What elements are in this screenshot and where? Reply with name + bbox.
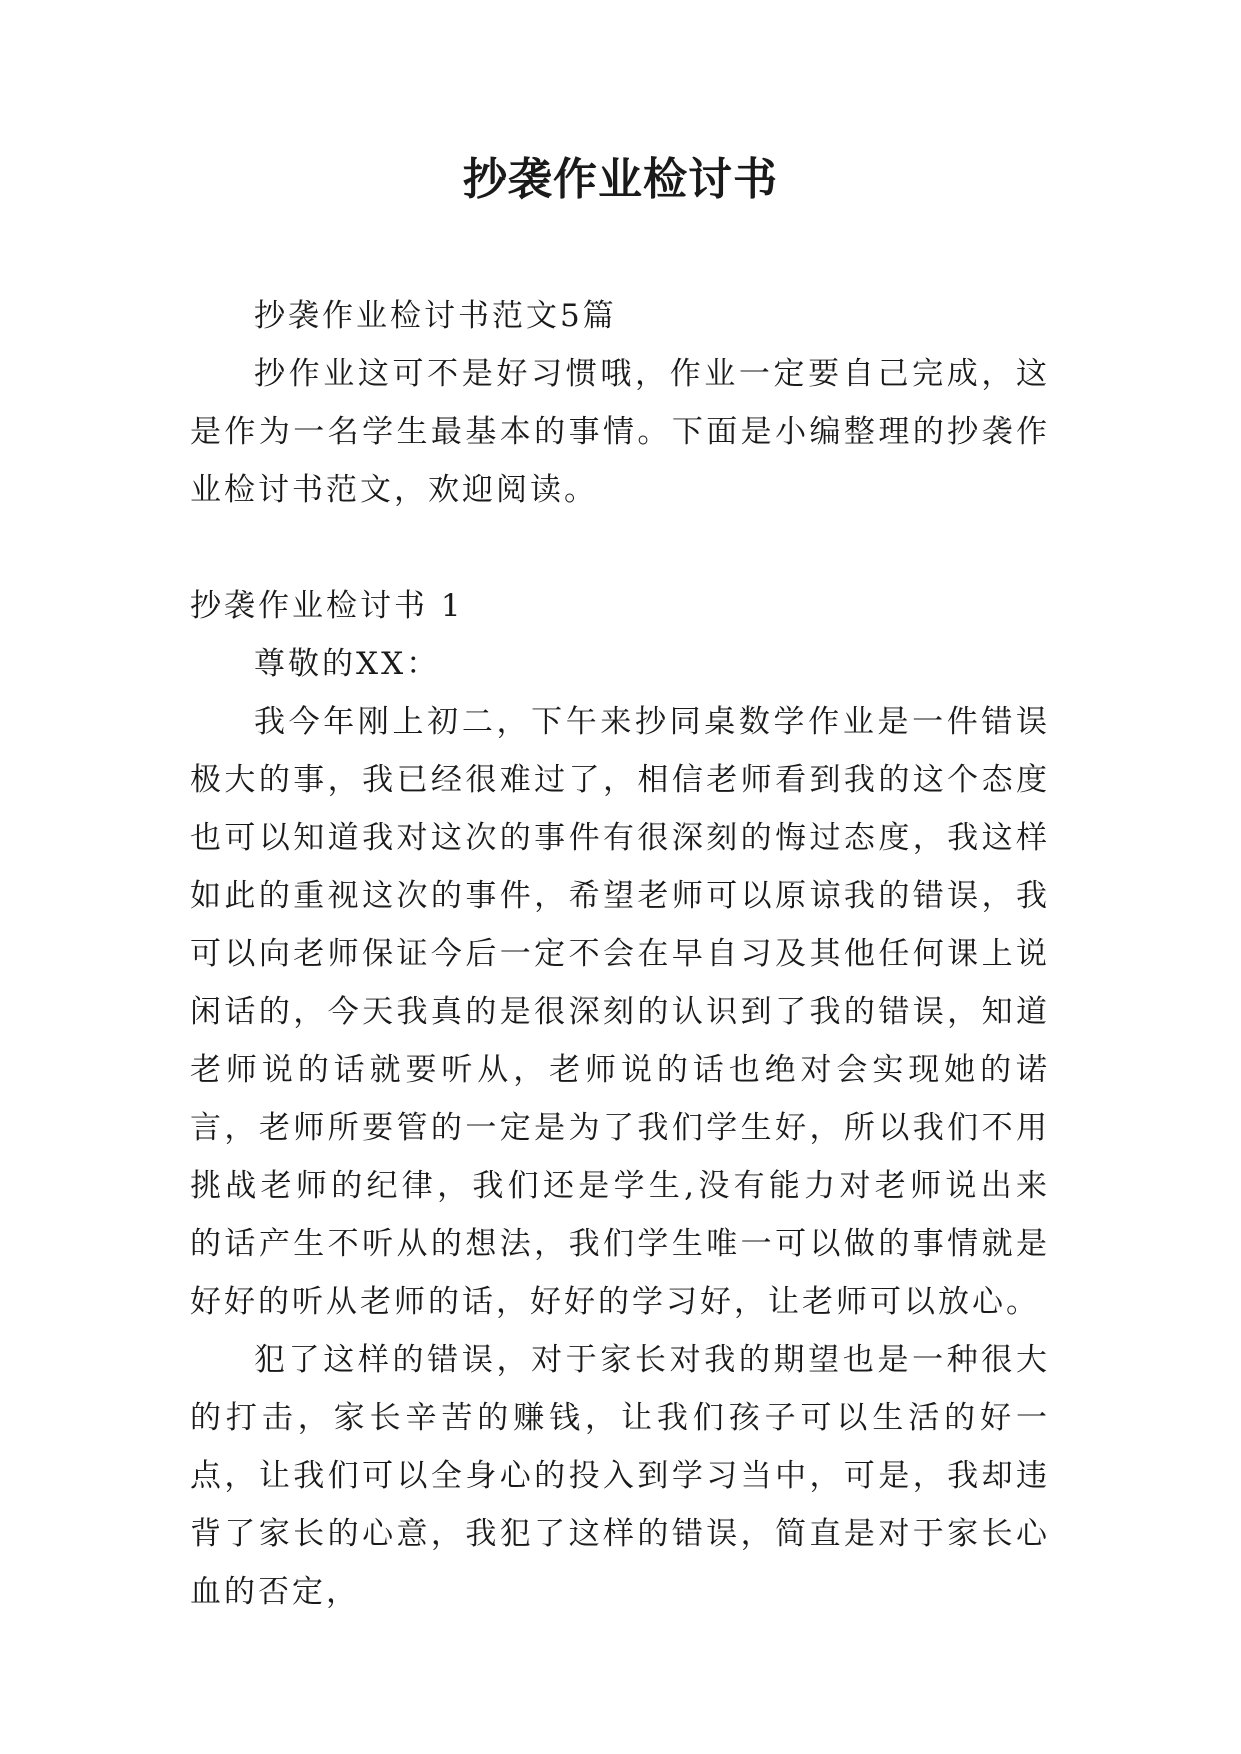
intro-paragraph: 抄作业这可不是好习惯哦，作业一定要自己完成，这是作为一名学生最基本的事情。下面是小编整理的抄袭作业检讨书范文，欢迎阅读。 xyxy=(190,356,1050,508)
subtitle: 抄袭作业检讨书范文5篇 xyxy=(254,298,617,334)
body-paragraph: 犯了这样的错误，对于家长对我的期望也是一种很大的打击，家长辛苦的赚钱，让我们孩子可以生活的好一点，让我们可以全身心的投入到学习当中，可是，我却违背了家长的心意，我犯了这样的错误，简直是对于家长心血的否定， xyxy=(190,1342,1050,1610)
body-paragraph: 我今年刚上初二，下午来抄同桌数学作业是一件错误极大的事，我已经很难过了，相信老师看到我的这个态度也可以知道我对这次的事件有很深刻的悔过态度，我这样如此的重视这次的事件，希望老师可以原谅我的错误，我可以向老师保证今后一定不会在早自习及其他任何课上说闲话的，今天我真的是很深刻的认识到了我的错误，知道老师说的话就要听从，老师说的话也绝对会实现她的诺言，老师所要管的一定是为了我们学生好，所以我们不用挑战老师的纪律，我们还是学生,没有能力对老师说出来的话产生不听从的想法，我们学生唯一可以做的事情就是好好的听从老师的话，好好的学习好，让老师可以放心。 xyxy=(190,704,1050,1320)
section-heading: 抄袭作业检讨书 1 xyxy=(190,588,464,624)
document-title: 抄袭作业检讨书 xyxy=(463,154,778,205)
document-body xyxy=(190,287,1050,1621)
salutation: 尊敬的XX： xyxy=(254,646,441,682)
